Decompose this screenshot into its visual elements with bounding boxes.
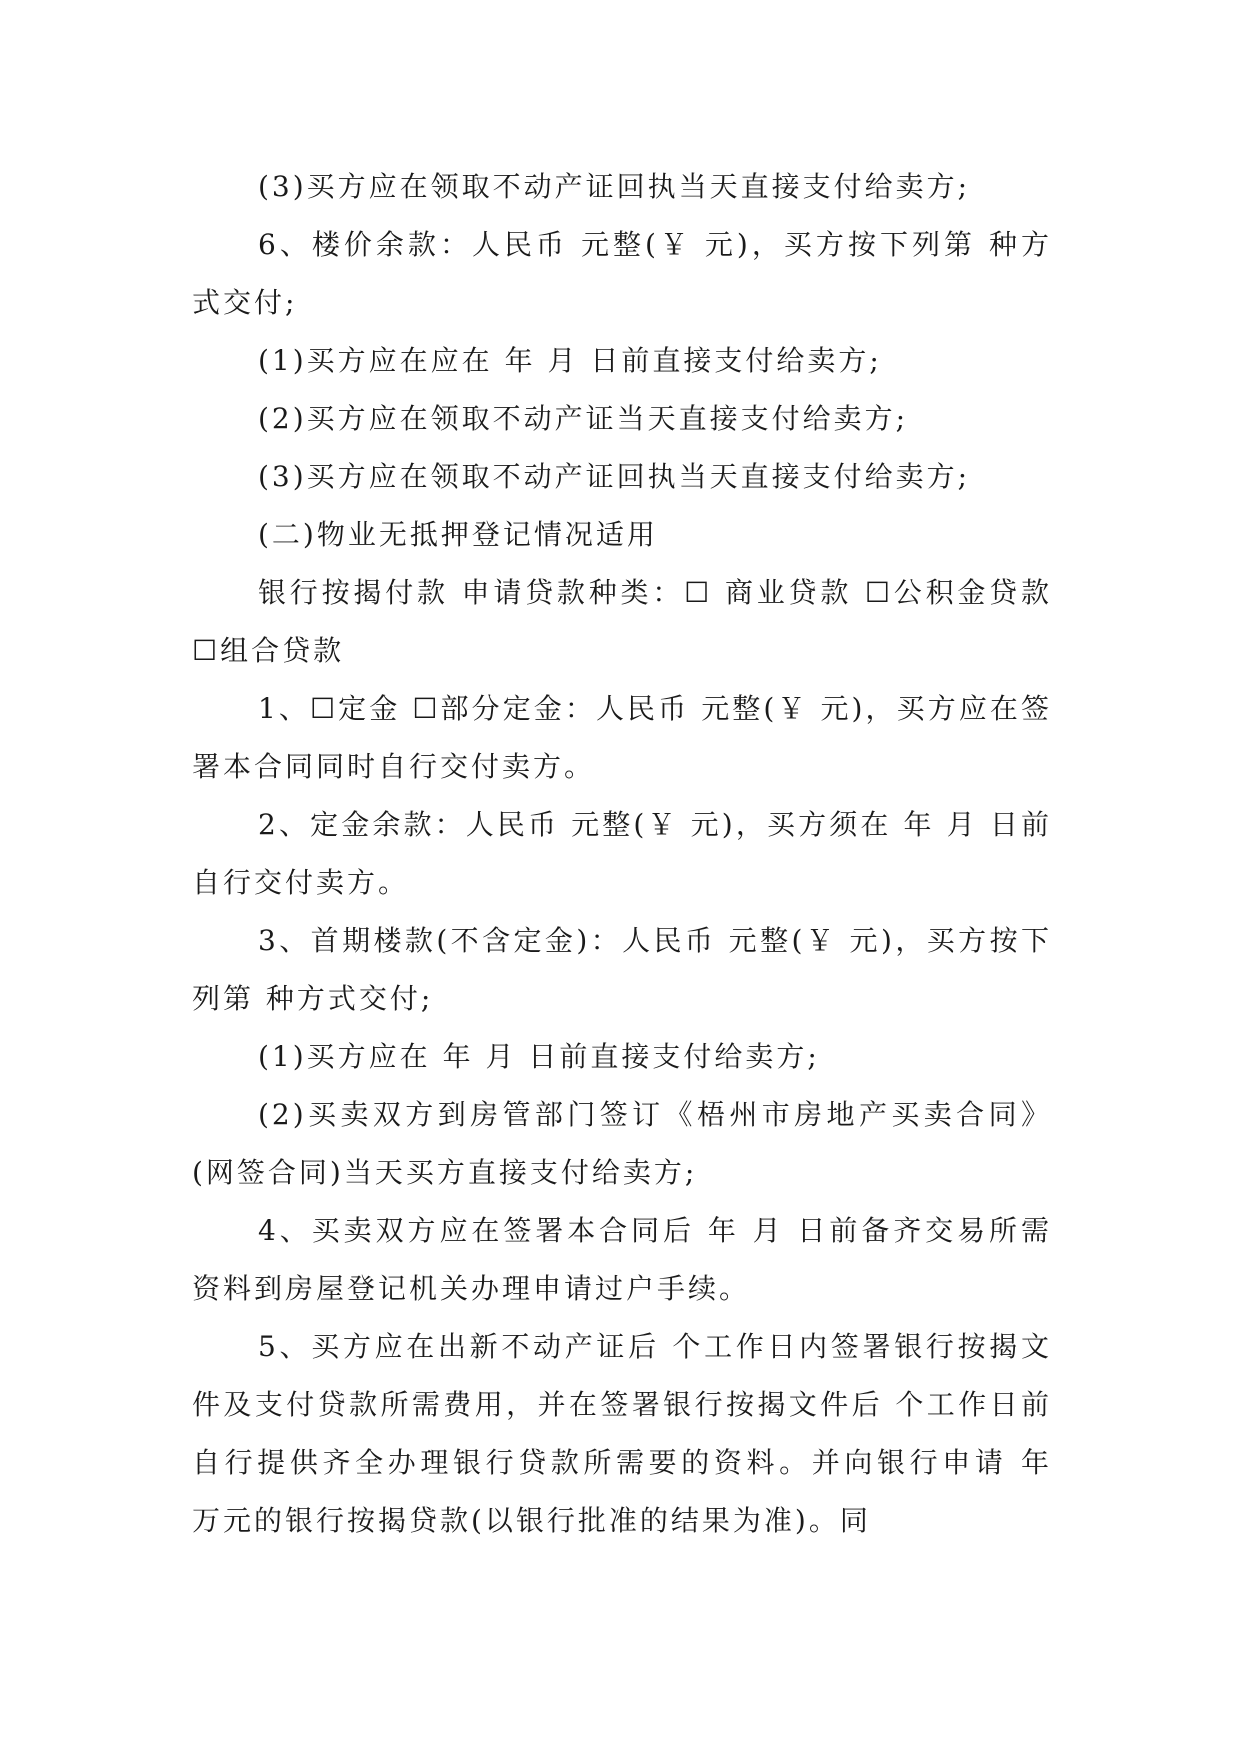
paragraph: (1)买方应在应在 年 月 日前直接支付给卖方; [258,344,882,377]
paragraph: 4、买卖双方应在签署本合同后 年 月 日前备齐交易所需资料到房屋登记机关办理申请过户手续。 [192,1214,1052,1305]
paragraph: 银行按揭付款 申请贷款种类：☐ 商业贷款 ☐公积金贷款 ☐组合贷款 [192,576,1052,667]
document-body [192,158,1052,1550]
paragraph: 6、楼价余款：人民币 元整(￥ 元)，买方按下列第 种方式交付; [192,228,1052,319]
paragraph: (3)买方应在领取不动产证回执当天直接支付给卖方; [258,460,971,493]
paragraph: 2、定金余款：人民币 元整(￥ 元)，买方须在 年 月 日前自行交付卖方。 [192,808,1052,899]
paragraph: 3、首期楼款(不含定金)：人民币 元整(￥ 元)，买方按下列第 种方式交付; [192,924,1052,1015]
section-heading: (二)物业无抵押登记情况适用 [258,518,658,551]
paragraph: (1)买方应在 年 月 日前直接支付给卖方; [258,1040,820,1073]
paragraph: 5、买方应在出新不动产证后 个工作日内签署银行按揭文件及支付贷款所需费用，并在签署银行按揭文件后 个工作日前自行提供齐全办理银行贷款所需要的资料。并向银行申请 年 万元的银行按揭贷款(以银行批准的结果为准)。同 [192,1330,1052,1537]
paragraph: (2)买方应在领取不动产证当天直接支付给卖方; [258,402,909,435]
paragraph: (3)买方应在领取不动产证回执当天直接支付给卖方; [258,170,971,203]
paragraph: (2)买卖双方到房管部门签订《梧州市房地产买卖合同》(网签合同)当天买方直接支付给卖方; [192,1098,1052,1189]
paragraph: 1、☐定金 ☐部分定金：人民币 元整(￥ 元)，买方应在签署本合同同时自行交付卖方。 [192,692,1052,783]
